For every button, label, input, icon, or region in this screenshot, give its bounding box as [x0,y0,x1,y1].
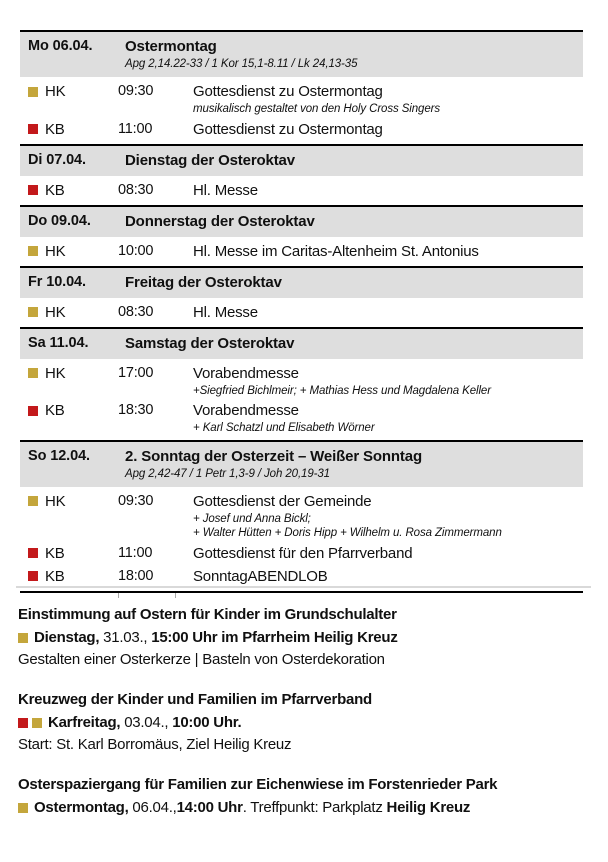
announcement-datetime-segment: 06.04., [128,799,177,816]
announcements-section [18,604,598,837]
announcement-detail: Start: St. Karl Borromäus, Ziel Heilig Kreuz [18,736,292,753]
location-color-marker [18,633,28,643]
service-title: Vorabendmesse [193,402,299,419]
service-row [20,240,583,263]
announcement-datetime [18,627,598,648]
service-title: Hl. Messe [193,303,258,321]
service-title: Vorabendmesse [193,364,299,382]
service-schedule-table [20,30,583,593]
service-location [20,119,118,140]
service-time: 18:30 [118,402,154,418]
service-location [20,543,118,564]
column-tick [175,593,176,598]
location-color-marker [28,406,38,416]
service-body [193,302,583,323]
day-date: Sa 11.04. [28,334,89,351]
service-time: 09:30 [118,492,154,509]
announcement-datetime [18,797,598,818]
location-color-marker [28,548,38,558]
service-list [20,359,583,440]
announcement-datetime [18,712,598,733]
location-label: KB [45,402,65,419]
day-header [20,268,583,298]
day-title-wrap [118,151,583,170]
service-row [20,80,583,118]
location-color-marker [28,246,38,256]
day-title-wrap [118,334,583,353]
location-label: KB [45,567,65,585]
service-time: 08:30 [118,181,154,198]
announcement-datetime-segment: . Treffpunkt: Parkplatz [242,799,387,816]
announcement-heading: Einstimmung auf Ostern für Kinder im Grundschulalter [18,606,397,623]
service-note: + Josef und Anna Bickl; [193,512,311,525]
day-date: Fr 10.04. [28,273,86,290]
day-separator-rule [20,591,583,593]
announcement-datetime-segment: 03.04., [120,714,173,731]
service-location [20,180,118,201]
location-label: HK [45,83,66,100]
location-label: KB [45,544,65,562]
service-title: Hl. Messe im Caritas-Altenheim St. Antonius [193,242,479,260]
service-row [20,565,583,588]
day-title: Donnerstag der Osteroktav [125,212,315,230]
service-title: SonntagABENDLOB [193,567,328,585]
location-color-marker [28,124,38,134]
announcement-datetime-segment: 14:00 Uhr [176,799,243,816]
day-title-wrap [118,447,583,481]
service-list [20,487,583,591]
day-group [20,268,583,329]
day-title: Dienstag der Osteroktav [125,151,295,169]
service-title: Gottesdienst für den Pfarrverband [193,544,413,562]
announcement-datetime-segment: 15:00 Uhr im Pfarrheim Heilig Kreuz [151,629,398,646]
service-time: 18:00 [118,567,154,584]
location-label: HK [45,492,66,510]
service-list [20,77,583,144]
location-color-marker [28,185,38,195]
day-group [20,442,583,593]
day-header [20,32,583,77]
announcement-datetime-segment: 10:00 Uhr. [172,714,242,731]
location-label: HK [45,303,66,321]
column-tick [118,593,119,598]
service-row [20,301,583,324]
service-row [20,399,583,437]
announcement-detail: Gestalten einer Osterkerze | Basteln von Osterdekoration [18,651,385,668]
service-note: + Karl Schatzl und Elisabeth Wörner [193,422,375,434]
service-location [20,81,118,102]
day-group [20,146,583,207]
service-time: 08:30 [118,303,154,320]
service-body [193,81,583,117]
service-location [20,302,118,323]
service-body [193,400,583,436]
location-color-marker [28,571,38,581]
location-label: HK [45,242,66,260]
location-color-marker [28,496,38,506]
announcement-block [18,774,598,818]
service-location [20,491,118,512]
location-color-marker [28,368,38,378]
day-date: Do 09.04. [28,212,91,229]
service-note: +Siegfried Bichlmeir; + Mathias Hess und Magdalena Keller [193,384,491,397]
service-list [20,237,583,266]
day-header [20,442,583,487]
service-location [20,363,118,384]
scripture-reference: Apg 2,14.22-33 / 1 Kor 15,1-8.11 / Lk 24,13-35 [125,58,358,70]
service-time: 17:00 [118,364,154,381]
day-date: So 12.04. [28,447,90,464]
service-body [193,543,583,564]
day-group [20,329,583,442]
service-body [193,180,583,201]
day-header [20,329,583,359]
service-title: Hl. Messe [193,181,258,199]
service-body [193,566,583,587]
day-title: Freitag der Osteroktav [125,273,282,291]
day-header [20,146,583,176]
announcement-datetime-segment: Ostermontag, [34,799,129,816]
service-location [20,400,118,421]
day-date: Mo 06.04. [28,38,93,54]
announcement-datetime-segment: 31.03., [99,629,152,646]
service-row [20,542,583,565]
service-row [20,118,583,141]
day-group [20,32,583,146]
day-title: Ostermontag [125,38,217,55]
service-row [20,179,583,202]
announcement-datetime-segment: Dienstag, [34,629,100,646]
service-location [20,241,118,262]
service-note: + Walter Hütten + Doris Hipp + Wilhelm u. Rosa Zimmermann [193,527,502,539]
service-time: 11:00 [118,120,153,137]
service-location [20,566,118,587]
location-color-marker [28,87,38,97]
day-group [20,207,583,268]
service-time: 11:00 [118,544,153,561]
location-label: HK [45,364,66,382]
service-row [20,362,583,400]
location-label: KB [45,181,65,199]
announcements-divider [16,586,591,588]
announcement-datetime-segment: Heilig Kreuz [386,799,471,816]
day-title-wrap [118,273,583,292]
day-title: Samstag der Osteroktav [125,334,295,352]
service-body [193,119,583,140]
service-title: Gottesdienst zu Ostermontag [193,120,383,138]
scripture-reference: Apg 2,42-47 / 1 Petr 1,3-9 / Joh 20,19-31 [125,467,330,480]
announcement-datetime-segment: Karfreitag, [48,714,121,731]
service-time: 09:30 [118,83,154,99]
service-title: Gottesdienst der Gemeinde [193,492,372,510]
service-time: 10:00 [118,242,154,259]
announcement-block [18,689,598,755]
day-title-wrap [118,212,583,231]
announcement-heading: Kreuzweg der Kinder und Familien im Pfarrverband [18,691,372,708]
announcement-block [18,604,598,670]
day-title: 2. Sonntag der Osterzeit – Weißer Sonntag [125,447,422,465]
service-title: Gottesdienst zu Ostermontag [193,83,383,100]
service-list [20,298,583,327]
service-body [193,363,583,399]
service-list [20,176,583,205]
service-body [193,241,583,262]
location-color-marker [32,718,42,728]
location-label: KB [45,120,65,138]
service-row [20,490,583,542]
day-date: Di 07.04. [28,151,86,168]
location-color-marker [28,307,38,317]
announcement-heading: Osterspaziergang für Familien zur Eichenwiese im Forstenrieder Park [18,776,498,793]
location-color-marker [18,718,28,728]
day-title-wrap [118,37,583,71]
service-note: musikalisch gestaltet von den Holy Cross Singers [193,103,441,115]
service-body [193,491,583,541]
location-color-marker [18,803,28,813]
day-header [20,207,583,237]
